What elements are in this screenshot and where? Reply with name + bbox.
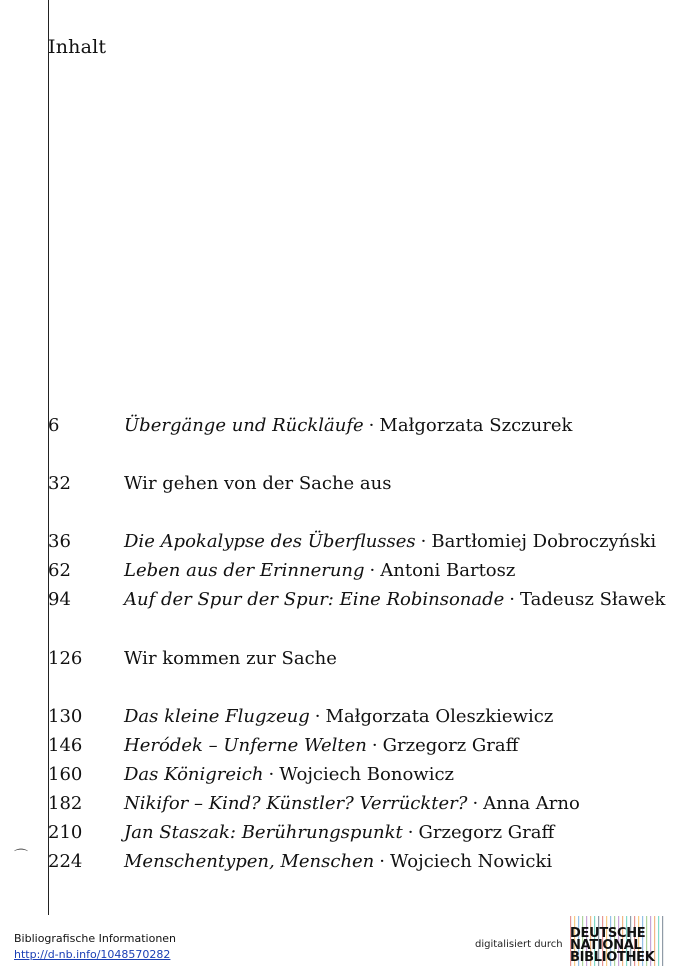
- toc-entry: [48, 792, 668, 816]
- dnb-logo: [568, 916, 664, 966]
- biblio-link[interactable]: http://d-nb.info/1048570282: [14, 948, 171, 961]
- toc-separator: ·: [268, 764, 275, 785]
- toc-entry: [48, 647, 668, 671]
- toc-separator: ·: [379, 851, 386, 872]
- dnb-logo-bar: [662, 916, 663, 966]
- toc-entry: [48, 850, 668, 874]
- toc-page-number: 130: [48, 706, 83, 727]
- toc-title: Menschentypen, Menschen: [124, 851, 375, 872]
- toc-entry: [48, 734, 668, 758]
- toc-entry-text: [124, 559, 515, 583]
- toc-entry-text: [124, 647, 337, 671]
- toc-entry-text: [124, 821, 554, 845]
- toc-entry-text: [124, 472, 392, 496]
- toc-entry-text: [124, 530, 656, 554]
- toc-entry-text: [124, 705, 553, 729]
- toc-author: Małgorzata Oleszkiewicz: [325, 706, 554, 727]
- toc-author: Wojciech Nowicki: [390, 851, 553, 872]
- toc-page-number: 210: [48, 822, 83, 843]
- toc-page-number: 32: [48, 473, 71, 494]
- toc-entry: [48, 763, 668, 787]
- toc-title: Jan Staszak: Berührungspunkt: [124, 822, 403, 843]
- toc-page-number: 36: [48, 531, 71, 552]
- toc-entry-text: [124, 414, 572, 438]
- page-title: Inhalt: [48, 36, 107, 58]
- toc-page-number: 146: [48, 735, 83, 756]
- toc-entry: [48, 530, 668, 554]
- dnb-logo-bar: [658, 916, 659, 966]
- toc-entry: [48, 588, 668, 612]
- dnb-logo-text: [570, 928, 655, 964]
- toc-title: Auf der Spur der Spur: Eine Robinsonade: [124, 589, 505, 610]
- toc-title: Die Apokalypse des Überflusses: [124, 531, 416, 552]
- toc-title: Nikifor – Kind? Künstler? Verrückter?: [124, 793, 468, 814]
- toc-entry-text: [124, 588, 665, 612]
- toc-page-number: 182: [48, 793, 83, 814]
- toc-author: Małgorzata Szczurek: [379, 415, 573, 436]
- toc-separator: ·: [314, 706, 321, 727]
- toc-author: Bartłomiej Dobroczyński: [431, 531, 657, 552]
- toc-author: Antoni Bartosz: [380, 560, 516, 581]
- toc-entry: [48, 472, 668, 496]
- toc-entry-text: [124, 792, 580, 816]
- biblio-label: Bibliografische Informationen: [14, 932, 177, 945]
- toc-author: Anna Arno: [483, 793, 580, 814]
- toc-separator: ·: [472, 793, 479, 814]
- digitized-label: digitalisiert durch: [475, 939, 563, 950]
- toc-title: Heródek – Unferne Welten: [124, 735, 367, 756]
- toc-entry: [48, 705, 668, 729]
- toc-page-number: 224: [48, 851, 83, 872]
- toc-title: Das kleine Flugzeug: [124, 706, 310, 727]
- toc-separator: ·: [420, 531, 427, 552]
- bibliographic-info: [14, 932, 176, 961]
- toc-title: Leben aus der Erinnerung: [124, 560, 365, 581]
- toc-entry-text: [124, 734, 518, 758]
- toc-author: Grzegorz Graff: [382, 735, 519, 756]
- toc-separator: ·: [368, 415, 375, 436]
- toc-author: Grzegorz Graff: [418, 822, 555, 843]
- toc-author: Tadeusz Sławek: [520, 589, 666, 610]
- toc-separator: ·: [371, 735, 378, 756]
- dnb-logo-line: BIBLIOTHEK: [570, 950, 655, 965]
- toc-title: Wir gehen von der Sache aus: [124, 473, 392, 494]
- dnb-logo-line: DEUTSCHE: [570, 926, 646, 941]
- toc-page-number: 94: [48, 589, 71, 610]
- toc-title: Wir kommen zur Sache: [124, 648, 337, 669]
- toc-author: Wojciech Bonowicz: [279, 764, 455, 785]
- toc-page-number: 6: [48, 415, 60, 436]
- toc-separator: ·: [369, 560, 376, 581]
- toc-page-number: 160: [48, 764, 83, 785]
- toc-separator: ·: [509, 589, 516, 610]
- toc-title: Das Königreich: [124, 764, 264, 785]
- toc-entry: [48, 414, 668, 438]
- toc-entry-text: [124, 763, 454, 787]
- toc-page-number: 62: [48, 560, 71, 581]
- dnb-logo-line: NATIONAL: [570, 938, 642, 953]
- scan-mark-icon: ⌒: [14, 849, 28, 865]
- toc-title: Übergänge und Rückläufe: [124, 415, 364, 436]
- toc-entry-text: [124, 850, 552, 874]
- toc-separator: ·: [407, 822, 414, 843]
- toc-entry: [48, 821, 668, 845]
- toc-entry: [48, 559, 668, 583]
- toc-page-number: 126: [48, 648, 83, 669]
